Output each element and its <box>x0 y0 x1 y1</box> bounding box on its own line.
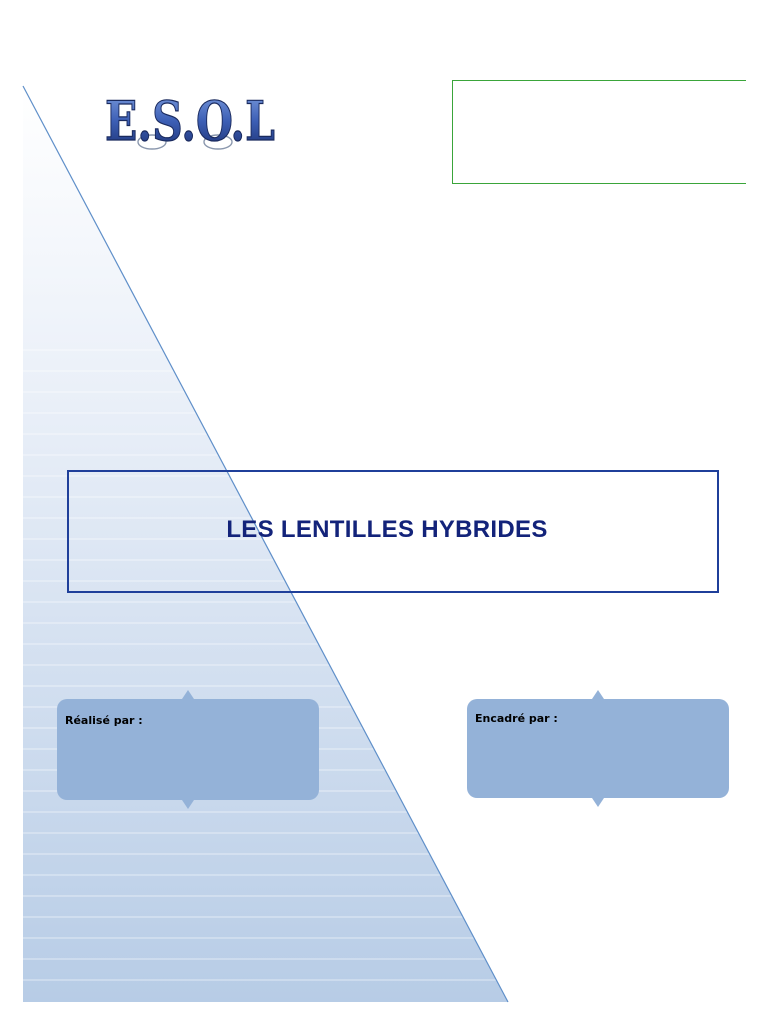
realise-par-card <box>57 699 319 800</box>
logo-lettering: E.S.O.L <box>105 89 275 153</box>
realise-par-label: Réalisé par : <box>65 714 143 727</box>
encadre-par-label: Encadré par : <box>475 712 558 725</box>
esol-logo <box>100 84 280 156</box>
title-box <box>67 470 719 593</box>
card-notch-top <box>592 690 604 699</box>
card-notch-top <box>182 690 194 699</box>
document-title: LES LENTILLES HYBRIDES <box>226 516 548 543</box>
encadre-par-card <box>467 699 729 798</box>
card-notch-bottom <box>592 798 604 807</box>
blank-info-frame <box>452 80 746 184</box>
card-notch-bottom <box>182 800 194 809</box>
